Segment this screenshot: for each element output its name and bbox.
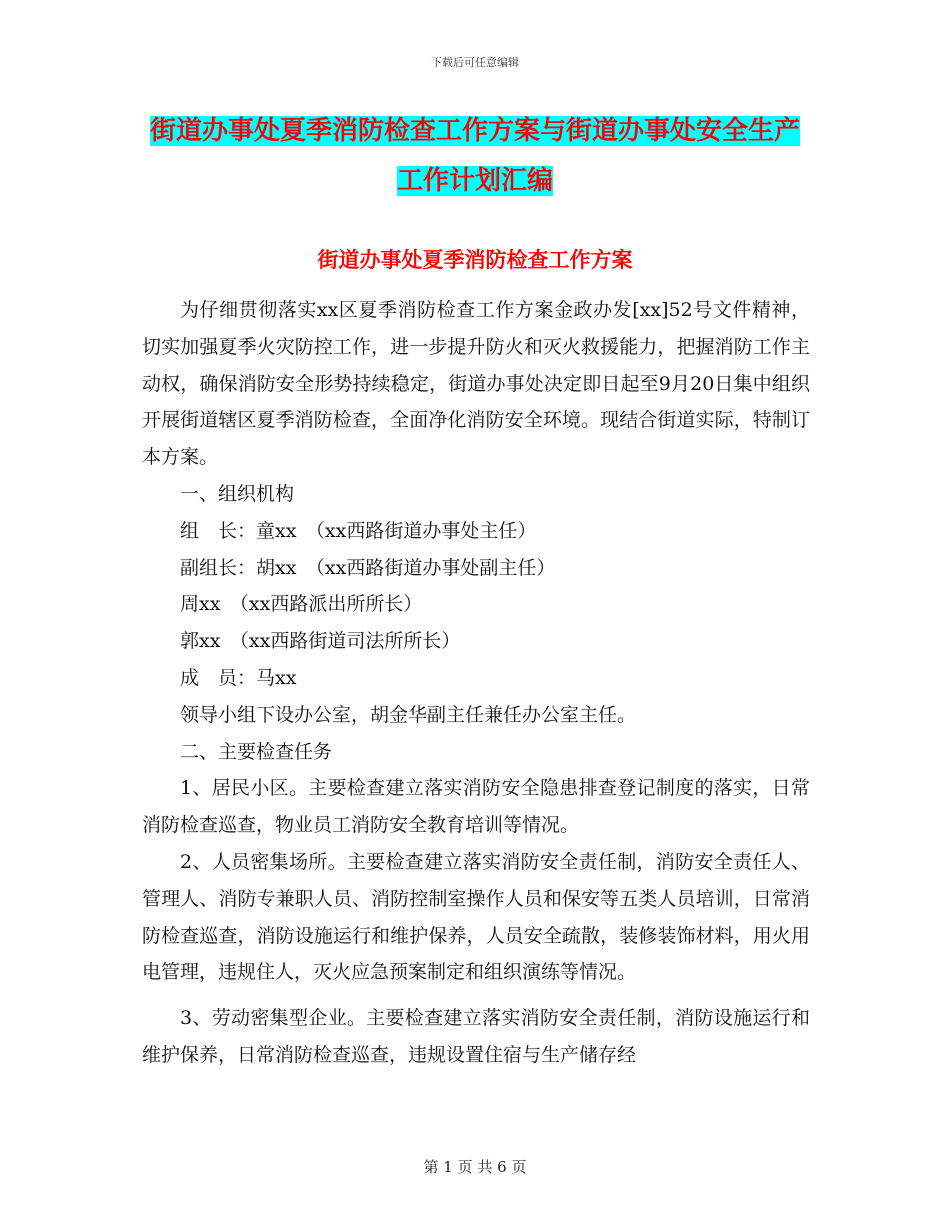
org-members: 成 员：马xx [180,666,297,689]
org-leader: 组 长：童xx （xx西路街道办事处主任） [180,519,537,542]
org-member-guo: 郭xx （xx西路街道司法所所长） [180,630,461,653]
document-title [140,106,810,206]
org-office: 领导小组下设办公室，胡金华副主任兼任办公室主任。 [180,703,637,726]
org-member-zhou: 周xx （xx西路派出所所长） [180,593,423,616]
task-residential: 1、居民小区。主要检查建立落实消防安全隐患排查登记制度的落实，日常消防检查巡查，物业员工消防安全教育培训等情况。 [142,777,810,837]
heading-organization: 一、组织机构 [180,482,295,505]
section-title: 街道办事处夏季消防检查工作方案 [317,248,633,272]
paragraph-intro: 为仔细贯彻落实xx区夏季消防检查工作方案金政办发[xx]52号文件精神，切实加强夏季火灾防控工作，进一步提升防火和灭火救援能力，把握消防工作主动权，确保消防安全形势持续稳定，街道办事处决定即日起至9月20日集中组织开展街道辖区夏季消防检查，全面净化消防安全环境。现结合街道实际，特制订本方案。 [142,299,810,469]
heading-tasks: 二、主要检查任务 [180,740,333,763]
org-deputy-leader: 副组长：胡xx （xx西路街道办事处副主任） [180,556,556,579]
document-body [142,292,810,1074]
document-title-text: 街道办事处夏季消防检查工作方案与街道办事处安全生产工作计划汇编 [149,116,800,196]
task-labor-intensive: 3、劳动密集型企业。主要检查建立落实消防安全责任制，消防设施运行和维护保养，日常消防检查巡查，违规设置住宿与生产储存经 [142,1007,810,1066]
page-footer: 第 1 页 共 6 页 [423,1158,527,1176]
header-note: 下载后可任意编辑 [431,56,519,69]
task-crowded-places: 2、人员密集场所。主要检查建立落实消防安全责任制，消防安全责任人、管理人、消防专兼职人员、消防控制室操作人员和保安等五类人员培训，日常消防检查巡查，消防设施运行和维护保养，人员安全疏散，装修装饰材料，用火用电管理，违规住人，灭火应急预案制定和组织演练等情况。 [142,850,810,984]
